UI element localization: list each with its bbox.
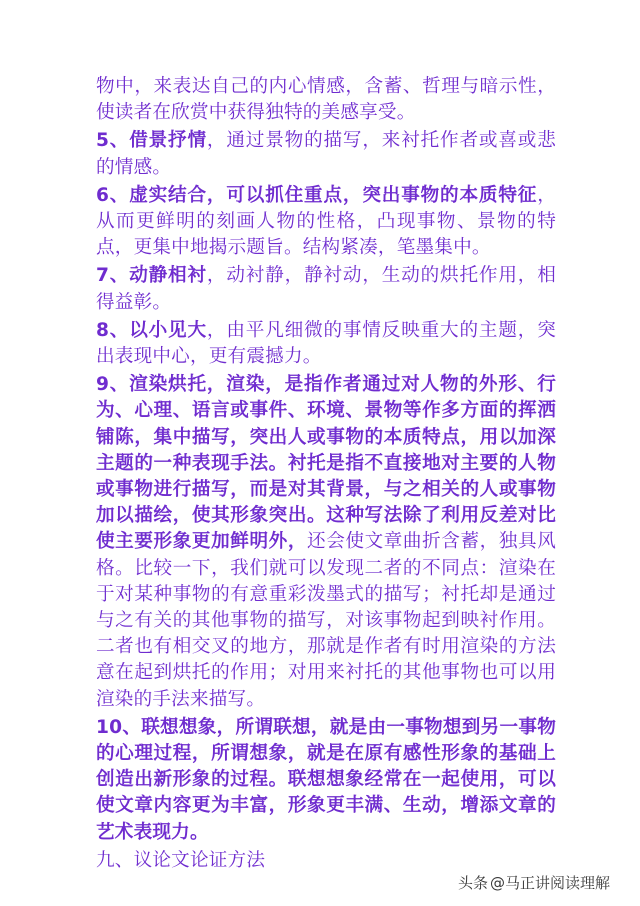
section-heading-text: 九、议论文论证方法 <box>96 849 266 871</box>
p8-title: 8、以小见大 <box>96 319 207 341</box>
paragraph-8 <box>96 318 556 370</box>
p5-body: ，通过景物的描写，来衬托作者或喜或悲的情感。 <box>96 130 556 178</box>
watermark-brand: 头条 <box>458 873 489 892</box>
intro-text: 物中，来表达自己的内心情感，含蓄、哲理与暗示性，使读者在欣赏中获得独特的美感享受。 <box>96 76 556 124</box>
paragraph-5 <box>96 128 556 180</box>
p7-body: ，动衬静，静衬动，生动的烘托作用，相得益彰。 <box>96 265 556 313</box>
p5-title: 5、借景抒情 <box>96 130 207 152</box>
article-body <box>96 74 556 874</box>
p6-body: ，从而更鲜明的刻画人物的性格，凸现事物、景物的特点，更集中地揭示题旨。结构紧凑，笔墨集中。 <box>96 184 556 259</box>
p9-body: 还会使文章曲折含蓄，独具风格。比较一下，我们就可以发现二者的不同点：渲染在于对某种事物的有意重彩泼墨式的描写；衬托却是通过与之有关的其他事物的描写，对该事物起到映衬作用。二者也有相交叉的地方，那就是作者有时用渲染的方法意在起到烘托的作用；对用来衬托的其他事物也可以用渲染的手法来描写。 <box>96 531 556 710</box>
p8-body: ，由平凡细微的事情反映重大的主题，突出表现中心，更有震撼力。 <box>96 319 556 368</box>
paragraph-10 <box>96 715 556 846</box>
section-heading <box>96 848 556 874</box>
p10-body: 所谓联想，就是由一事物想到另一事物的心理过程，所谓想象，就是在原有感性形象的基础上创造出新形象的过程。联想想象经常在一起使用，可以使文章内容更为丰富，形象更丰满、生动，增添文章的艺术表现力。 <box>96 716 556 843</box>
paragraph-9 <box>96 372 556 713</box>
p10-title: 10、联想想象， <box>96 716 236 738</box>
p9-bold-body: 渲染，是指作者通过对人物的外形、行为、心理、语言或事件、环境、景物等作多方面的挥洒铺陈，集中描写，突出人或事物的本质特点，用以加深主题的一种表现手法。衬托是指不直接地对主要的人物或事物进行描写，而是对其背景，与之相关的人或事物加以描绘，使其形象突出。这种写法除了利用反差对比使主要形象更加鲜明外， <box>96 374 556 553</box>
p7-title: 7、动静相衬 <box>96 265 207 287</box>
p6-title: 6、虚实结合，可以抓住重点，突出事物的本质特征 <box>96 184 538 206</box>
paragraph-7 <box>96 263 556 315</box>
p9-title: 9、渲染烘托， <box>96 374 227 396</box>
paragraph-6 <box>96 183 556 262</box>
paragraph-intro <box>96 74 556 126</box>
watermark-handle: @马正讲阅读理解 <box>490 873 611 892</box>
watermark <box>458 872 610 892</box>
